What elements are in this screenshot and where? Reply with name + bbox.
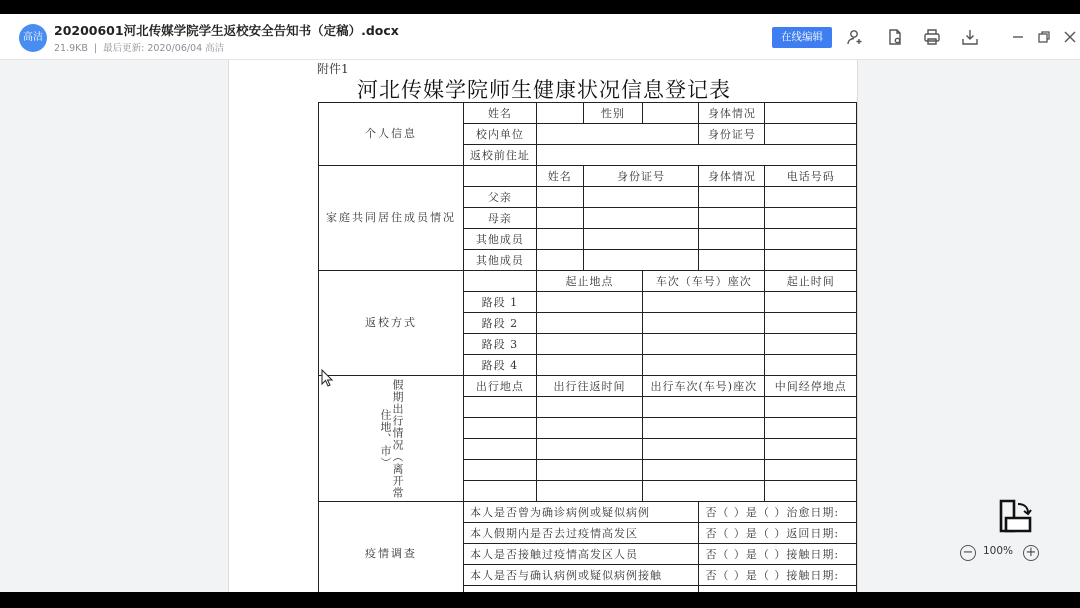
last-update: 最后更新: 2020/06/04 高洁 [103,43,225,54]
file-name: 20200601河北传媒学院学生返校安全告知书（定稿）.docx [54,23,399,38]
survey-answer[interactable]: 否（ ）是（ ）治愈日期: [699,502,857,523]
value-cell[interactable] [643,103,699,124]
route-label: 路段 4 [464,355,537,376]
value-cell[interactable] [643,313,765,334]
value-cell[interactable] [536,397,642,418]
section-travel-note: （离开常住地、市） [379,408,404,499]
value-cell[interactable] [536,418,642,439]
value-cell[interactable] [583,208,699,229]
table-row [319,166,857,187]
family-header-name: 姓名 [536,166,583,187]
family-member-label: 母亲 [464,208,537,229]
value-cell[interactable] [536,460,642,481]
survey-answer[interactable]: 否（ ）是（ ）接触日期: [699,544,857,565]
add-user-icon[interactable] [845,27,865,47]
value-cell[interactable] [536,439,642,460]
survey-answer[interactable]: 否（ ）是（ ）接触日期: [699,565,857,586]
value-cell[interactable] [765,103,857,124]
value-cell[interactable] [699,208,765,229]
registration-table [318,102,857,592]
value-cell[interactable] [765,187,857,208]
value-cell[interactable] [765,439,857,460]
online-edit-button[interactable]: 在线编辑 [772,27,832,48]
value-cell[interactable] [464,397,537,418]
value-cell[interactable] [765,481,857,502]
label-gender: 性别 [583,103,643,124]
value-cell[interactable] [536,208,583,229]
value-cell[interactable] [699,229,765,250]
travel-header-time: 出行往返时间 [536,376,642,397]
return-header-train: 车次（车号）座次 [643,271,765,292]
section-epidemic: 疫情调查 [319,502,464,593]
value-cell[interactable] [536,250,583,271]
blank-cell [464,271,537,292]
rotate-page-icon[interactable] [996,496,1034,536]
value-cell[interactable] [765,334,857,355]
section-family: 家庭共同居住成员情况 [319,166,464,271]
value-cell[interactable] [643,460,765,481]
value-cell[interactable] [536,292,642,313]
family-header-phone: 电话号码 [765,166,857,187]
value-cell[interactable] [765,355,857,376]
value-cell[interactable] [765,124,857,145]
viewer-window [0,14,1080,592]
label-unit: 校内单位 [464,124,537,145]
value-cell[interactable] [765,208,857,229]
value-cell[interactable] [765,397,857,418]
value-cell[interactable] [536,124,699,145]
download-icon[interactable] [960,27,980,47]
value-cell[interactable] [765,460,857,481]
minimize-icon[interactable] [1008,27,1028,47]
survey-answer[interactable]: 否（ ）是（ ）返回日期: [699,523,857,544]
zoom-in-button[interactable]: + [1023,545,1039,561]
meta-separator: | [93,43,98,54]
table-row [319,271,857,292]
value-cell[interactable] [643,355,765,376]
document-icon[interactable] [885,27,905,47]
value-cell[interactable] [536,103,583,124]
document-page [228,60,858,592]
value-cell[interactable] [765,418,857,439]
travel-header-train: 出行车次(车号)座次 [643,376,765,397]
table-row [319,376,857,397]
value-cell[interactable] [643,481,765,502]
value-cell[interactable] [643,418,765,439]
section-return: 返校方式 [319,271,464,376]
blank-cell [464,166,537,187]
survey-question: 本人假期内是否去过疫情高发区 [464,523,699,544]
value-cell[interactable] [643,439,765,460]
value-cell[interactable] [583,250,699,271]
return-header-place: 起止地点 [536,271,642,292]
value-cell[interactable] [699,586,857,593]
table-row [319,103,857,124]
restore-icon[interactable] [1034,27,1054,47]
zoom-level: 100% [983,545,1014,557]
avatar[interactable]: 高洁 [19,24,47,52]
value-cell[interactable] [464,439,537,460]
route-label: 路段 2 [464,313,537,334]
value-cell[interactable] [464,460,537,481]
family-member-label: 父亲 [464,187,537,208]
print-icon[interactable] [922,27,942,47]
value-cell[interactable] [536,355,642,376]
value-cell[interactable] [464,481,537,502]
attachment-label: 附件1 [317,62,349,76]
label-health: 身体情况 [699,103,765,124]
value-cell[interactable] [536,313,642,334]
table-row [319,502,857,523]
value-cell[interactable] [464,418,537,439]
value-cell[interactable] [765,313,857,334]
value-cell[interactable] [699,250,765,271]
value-cell[interactable] [643,334,765,355]
value-cell[interactable] [765,250,857,271]
survey-question: 本人是否接触过疫情高发区人员 [464,544,699,565]
family-header-id: 身份证号 [583,166,699,187]
zoom-control [957,544,1041,562]
survey-question: 本人是否曾为确诊病例或疑似病例 [464,502,699,523]
section-travel [319,376,464,502]
route-label: 路段 1 [464,292,537,313]
label-id: 身份证号 [699,124,765,145]
value-cell[interactable] [536,145,856,166]
section-travel-title: 假期出行情况 [391,378,404,451]
title-bar [0,14,1080,60]
close-icon[interactable] [1060,27,1080,47]
route-label: 路段 3 [464,334,537,355]
file-size: 21.9KB [54,43,88,54]
value-cell[interactable] [583,187,699,208]
document-title: 河北传媒学院师生健康状况信息登记表 [357,78,731,102]
value-cell[interactable] [765,292,857,313]
value-cell[interactable] [464,586,699,593]
value-cell[interactable] [536,481,642,502]
value-cell[interactable] [765,229,857,250]
value-cell[interactable] [643,397,765,418]
travel-header-stops: 中间经停地点 [765,376,857,397]
value-cell[interactable] [536,187,583,208]
label-name: 姓名 [464,103,537,124]
value-cell[interactable] [536,334,642,355]
label-address: 返校前住址 [464,145,537,166]
value-cell[interactable] [536,229,583,250]
family-header-health: 身体情况 [699,166,765,187]
file-meta [54,40,227,54]
value-cell[interactable] [699,187,765,208]
family-member-label: 其他成员 [464,250,537,271]
travel-header-place: 出行地点 [464,376,537,397]
mouse-cursor-icon [321,369,333,387]
family-member-label: 其他成员 [464,229,537,250]
return-header-time: 起止时间 [765,271,857,292]
section-personal: 个人信息 [319,103,464,166]
survey-question: 本人是否与确认病例或疑似病例接触 [464,565,699,586]
value-cell[interactable] [583,229,699,250]
zoom-out-button[interactable]: − [960,545,976,561]
value-cell[interactable] [643,292,765,313]
